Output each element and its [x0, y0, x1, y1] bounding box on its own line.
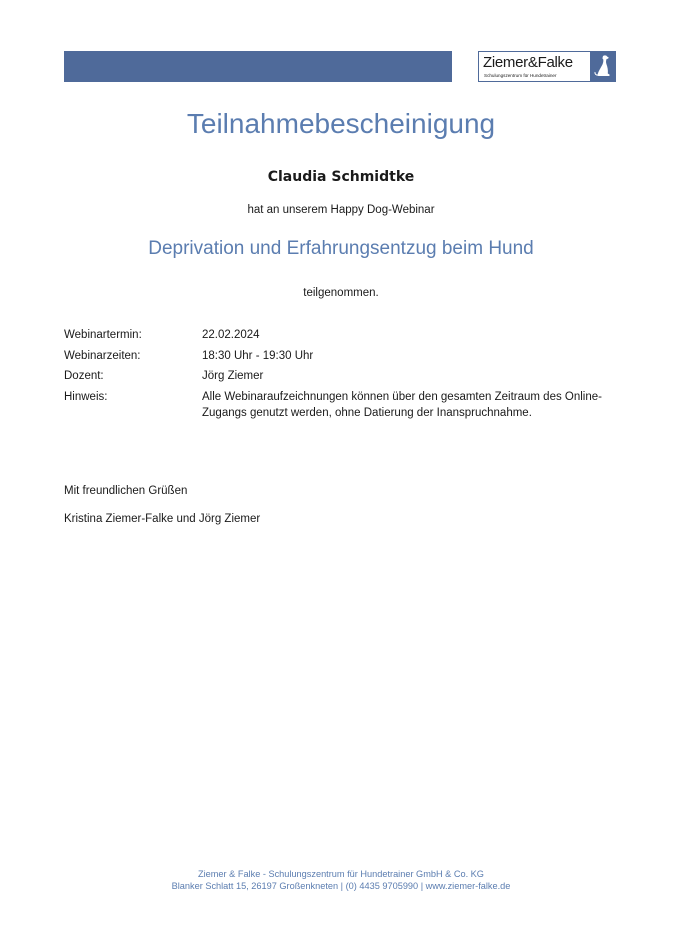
detail-label: Webinartermin:: [64, 329, 142, 341]
detail-label: Dozent:: [64, 370, 104, 383]
closing-greeting: Mit freundlichen Grüßen: [64, 485, 188, 497]
course-title: Deprivation und Erfahrungsentzug beim Hund: [148, 238, 534, 259]
detail-value: Jörg Ziemer: [202, 370, 264, 383]
participant-name: Claudia Schmidtke: [267, 169, 415, 185]
detail-row-note: [64, 389, 624, 421]
certificate-title: Teilnahmebescheinigung: [186, 108, 496, 139]
footer-company: Ziemer & Falke - Schulungszentrum für Hundetrainer GmbH & Co. KG: [198, 869, 484, 879]
header-bar: [64, 51, 452, 82]
signature-names: Kristina Ziemer-Falke und Jörg Ziemer: [64, 513, 261, 525]
detail-row-date: [64, 327, 624, 343]
detail-row-lecturer: [64, 368, 624, 384]
logo-tagline: Schulungszentrum für Hundetrainer: [484, 73, 557, 78]
participated-text: teilgenommen.: [303, 287, 379, 299]
detail-label: Hinweis:: [64, 391, 108, 404]
footer-address: Blanker Schlatt 15, 26197 Großenkneten | (0) 4435 9705990 | www.ziemer-falke.de: [171, 881, 511, 891]
company-logo: [478, 51, 616, 82]
detail-row-times: [64, 348, 624, 364]
detail-value: Alle Webinaraufzeichnungen können über den gesamten Zeitraum des Online-Zugangs genutzt werden, ohne Datierung der Inanspruchnahme.: [202, 391, 602, 420]
detail-value: 22.02.2024: [202, 329, 260, 341]
intro-text: hat an unserem Happy Dog-Webinar: [247, 204, 435, 216]
dog-silhouette-icon: [590, 52, 615, 81]
details-list: [64, 327, 624, 426]
logo-name: Ziemer&Falke: [483, 54, 573, 71]
detail-label: Webinarzeiten:: [64, 349, 141, 362]
detail-value: 18:30 Uhr - 19:30 Uhr: [202, 349, 314, 362]
